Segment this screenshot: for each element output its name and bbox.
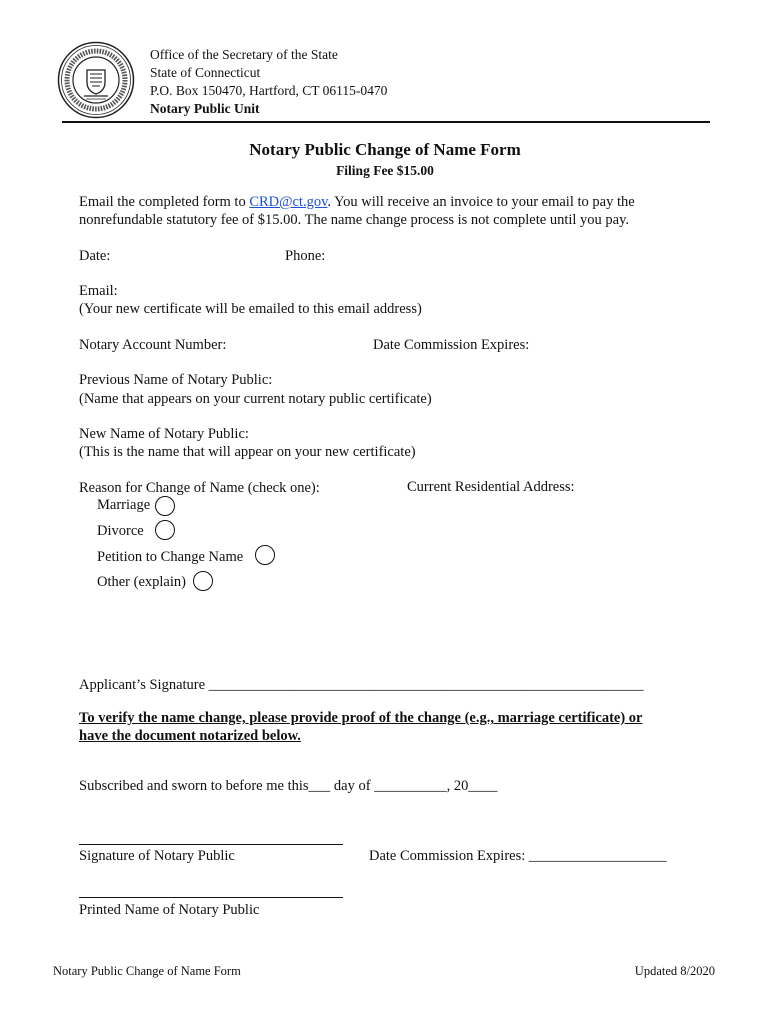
reason-label: Reason for Change of Name (check one): xyxy=(79,480,320,496)
commission-expires-label: Date Commission Expires: xyxy=(373,337,530,353)
notary-commission-expires[interactable]: Date Commission Expires: ___________________ xyxy=(369,848,667,864)
email-note: (Your new certificate will be emailed to this email address) xyxy=(79,301,422,317)
account-number-label: Notary Account Number: xyxy=(79,337,227,353)
footer-updated: Updated 8/2020 xyxy=(634,964,715,978)
reason-divorce-label: Divorce xyxy=(97,523,144,539)
notary-signature-label: Signature of Notary Public xyxy=(79,848,235,864)
office-name: Office of the Secretary of the State xyxy=(150,47,338,62)
intro-prefix: Email the completed form to xyxy=(79,194,250,210)
intro-suffix: . You will receive an invoice to your email to pay the xyxy=(327,194,635,210)
reason-divorce-radio[interactable] xyxy=(155,520,175,540)
reason-petition-radio[interactable] xyxy=(255,545,275,565)
previous-name-note: (Name that appears on your current notary public certificate) xyxy=(79,391,432,407)
sworn-statement[interactable]: Subscribed and sworn to before me this___ day of __________, 20____ xyxy=(79,778,498,794)
residential-address-label: Current Residential Address: xyxy=(407,479,575,495)
reason-petition-label: Petition to Change Name xyxy=(97,549,244,565)
form-title: Notary Public Change of Name Form xyxy=(249,140,521,159)
reason-marriage-label: Marriage xyxy=(97,497,151,513)
new-name-note: (This is the name that will appear on your new certificate) xyxy=(79,444,416,460)
date-label: Date: xyxy=(79,248,111,264)
email-label: Email: xyxy=(79,283,118,299)
office-address: P.O. Box 150470, Hartford, CT 06115-0470 xyxy=(150,83,388,98)
header-rule xyxy=(62,121,710,123)
state-seal-icon xyxy=(57,41,135,119)
intro-line-2: nonrefundable statutory fee of $15.00. The name change process is not complete until you pay. xyxy=(79,212,630,228)
new-name-label: New Name of Notary Public: xyxy=(79,426,249,442)
printed-name-line[interactable] xyxy=(79,897,343,898)
printed-name-label: Printed Name of Notary Public xyxy=(79,902,260,918)
intro-line-1 xyxy=(79,193,635,211)
reason-other-label: Other (explain) xyxy=(97,574,186,590)
unit-name: Notary Public Unit xyxy=(150,101,260,116)
verify-line-1: To verify the name change, please provide proof of the change (e.g., marriage certificate) or xyxy=(79,710,643,726)
phone-label: Phone: xyxy=(285,248,326,264)
reason-marriage-radio[interactable] xyxy=(155,496,175,516)
state-name: State of Connecticut xyxy=(150,65,261,80)
reason-other-radio[interactable] xyxy=(193,571,213,591)
filing-fee: Filing Fee $15.00 xyxy=(336,163,434,178)
crd-email-link[interactable]: CRD@ct.gov xyxy=(249,194,328,210)
applicant-signature-line[interactable]: Applicant’s Signature ____________________________________________________________ xyxy=(79,677,644,693)
previous-name-label: Previous Name of Notary Public: xyxy=(79,372,273,388)
verify-line-2: have the document notarized below. xyxy=(79,728,301,744)
notary-signature-line[interactable] xyxy=(79,844,343,845)
footer-form-name: Notary Public Change of Name Form xyxy=(53,964,241,978)
